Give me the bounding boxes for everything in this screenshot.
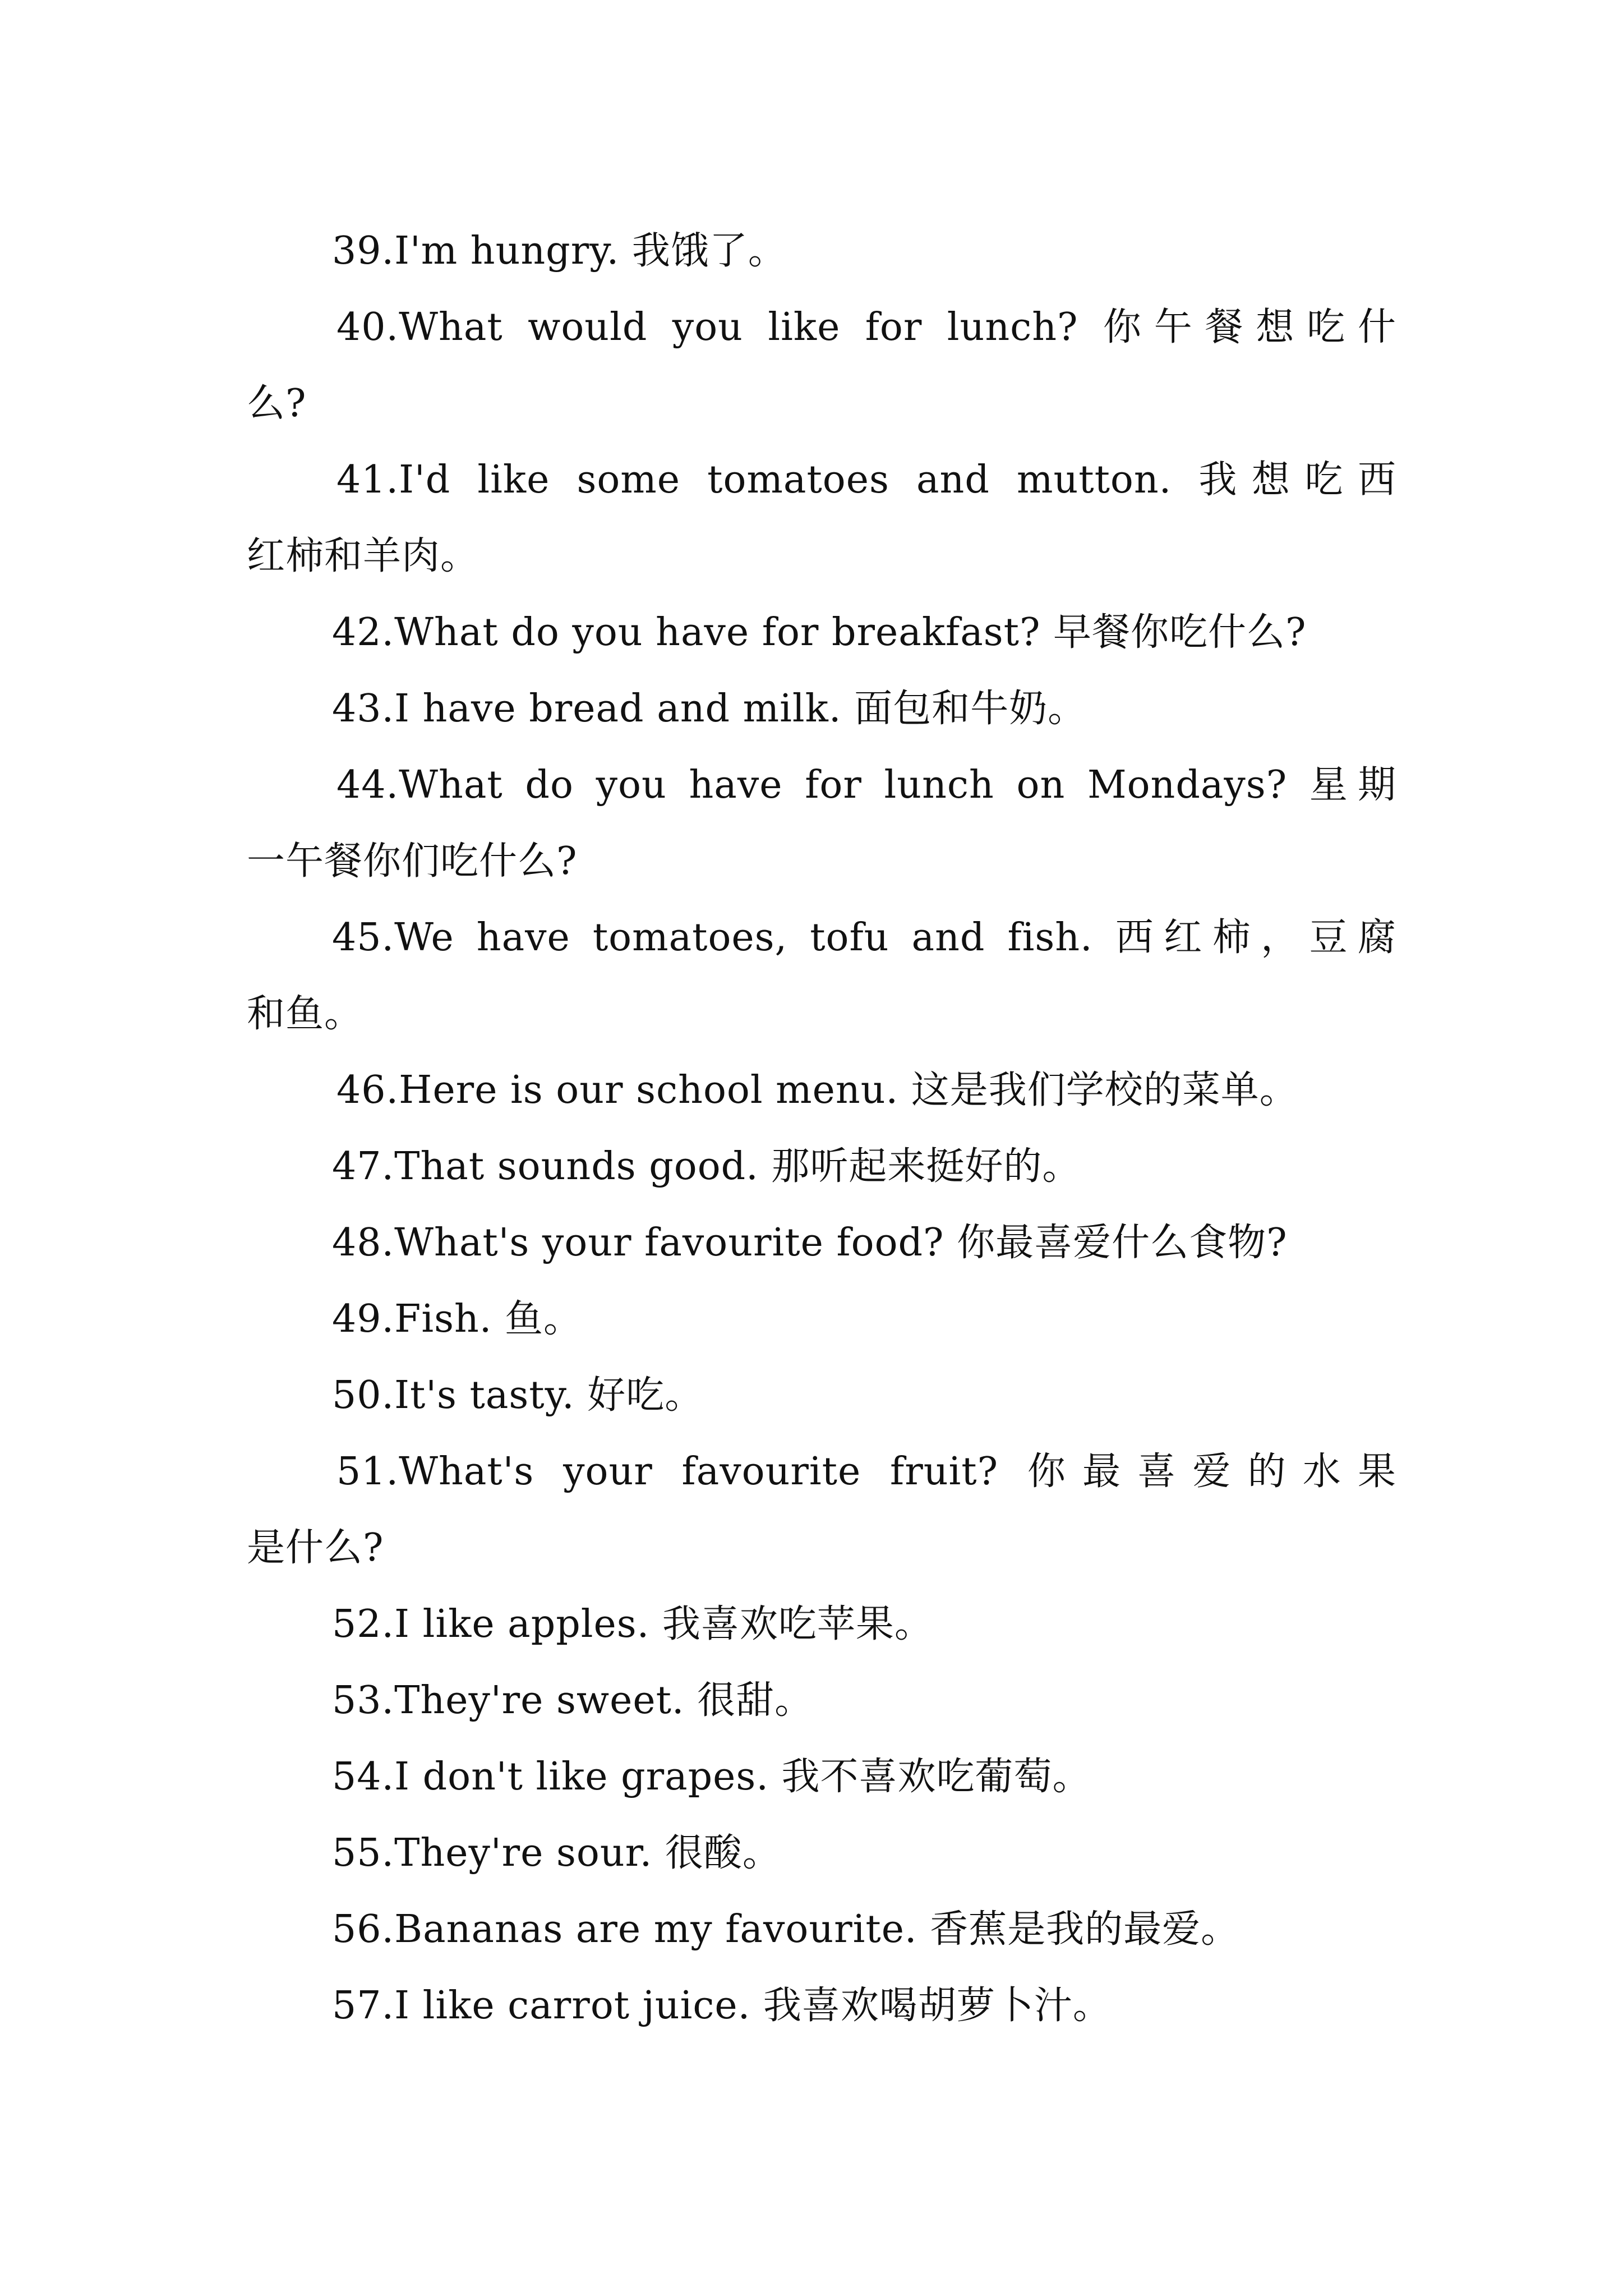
- sentence-48: 48.What's your favourite food? 你最喜爱什么食物?: [332, 1221, 1288, 1265]
- sentence-53: 53.They're sweet. 很甜。: [332, 1678, 814, 1723]
- sentence-39: 39.I'm hungry. 我饿了。: [332, 229, 787, 273]
- sentence-43: 43.I have bread and milk. 面包和牛奶。: [332, 687, 1087, 731]
- sentence-40: 40.What would you like for lunch? 你午餐想吃什: [336, 305, 1396, 349]
- sentence-45-continuation: 和鱼。: [247, 992, 363, 1036]
- sentence-54: 54.I don't like grapes. 我不喜欢吃葡萄。: [332, 1755, 1091, 1799]
- sentence-51: 51.What's your favourite fruit? 你最喜爱的水果: [336, 1450, 1396, 1494]
- sentence-46: 46.Here is our school menu. 这是我们学校的菜单。: [336, 1068, 1298, 1112]
- sentence-45: 45.We have tomatoes, tofu and fish. 西红柿，豆腐: [332, 915, 1396, 960]
- sentence-51-continuation: 是什么?: [247, 1526, 384, 1570]
- sentence-41-continuation: 红柿和羊肉。: [247, 534, 479, 578]
- sentence-41: 41.I'd like some tomatoes and mutton. 我想吃西: [336, 458, 1396, 502]
- sentence-57: 57.I like carrot juice. 我喜欢喝胡萝卜汁。: [332, 1984, 1112, 2028]
- sentence-42: 42.What do you have for breakfast? 早餐你吃什么?: [332, 610, 1307, 655]
- sentence-44-continuation: 一午餐你们吃什么?: [247, 839, 578, 884]
- sentence-50: 50.It's tasty. 好吃。: [332, 1373, 704, 1418]
- sentence-49: 49.Fish. 鱼。: [332, 1297, 582, 1341]
- sentence-list: [247, 213, 1396, 2044]
- sentence-47: 47.That sounds good. 那听起来挺好的。: [332, 1144, 1081, 1189]
- sentence-44: 44.What do you have for lunch on Mondays? 星期: [336, 763, 1396, 807]
- sentence-40-continuation: 么?: [247, 381, 307, 426]
- sentence-56: 56.Bananas are my favourite. 香蕉是我的最爱。: [332, 1907, 1240, 1952]
- sentence-55: 55.They're sour. 很酸。: [332, 1831, 781, 1875]
- sentence-52: 52.I like apples. 我喜欢吃苹果。: [332, 1602, 933, 1646]
